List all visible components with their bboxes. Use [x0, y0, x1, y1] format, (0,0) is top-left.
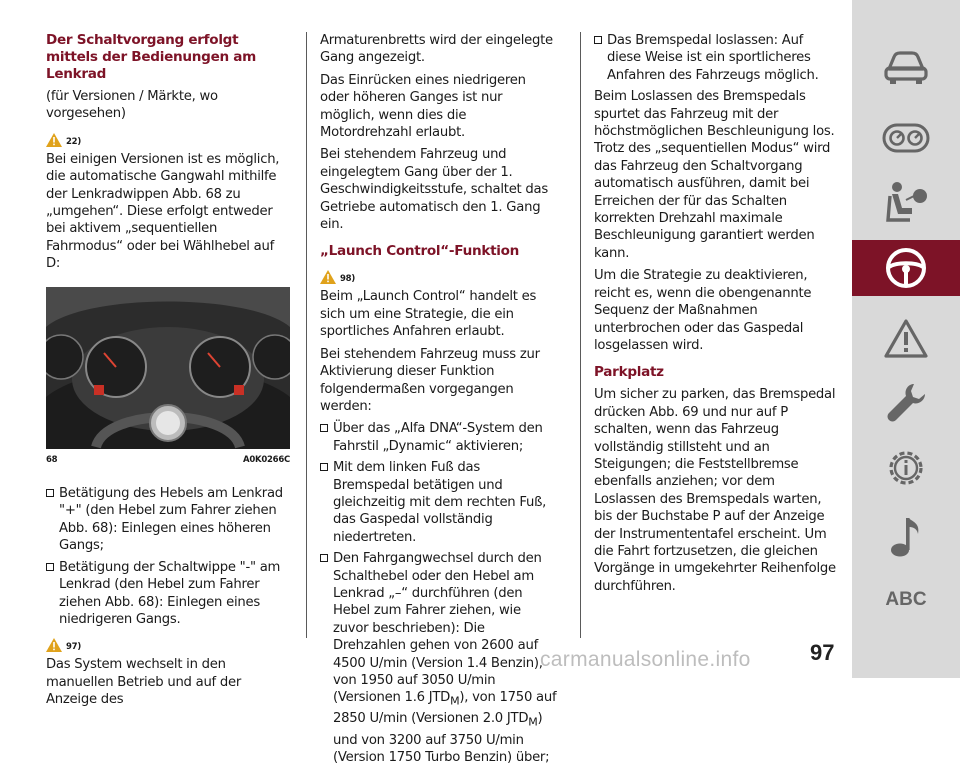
airbag-seat-icon[interactable] [852, 174, 960, 230]
paragraph-manual-mode: Das System wechselt in den manuellen Betrieb und auf der Anzeige des [46, 657, 242, 708]
section-heading-shift-paddles: Der Schaltvorgang erfolgt mittels der Bedienungen am Lenkrad [46, 32, 257, 82]
figure-code: A0K0266C [243, 454, 290, 465]
figure-68-instrument-cluster [46, 287, 290, 449]
paragraph-auto-first-gear: Bei stehendem Fahrzeug und eingelegtem Gang über der 1. Geschwindigkeitsstufe, schaltet das Getriebe automatisch den 1. Gang ein. [320, 147, 548, 233]
paragraph-paddles: Bei einigen Versionen ist es möglich, die automatische Gangwahl mithilfe der Lenkradwippen Abb. 68 zu „umgehen“. Diese erfolgt entweder bei aktivem „sequentiellen Fahrmodus“ oder bei Wählhebel auf D: [46, 151, 280, 272]
music-note-icon[interactable] [852, 508, 960, 564]
column-right [594, 32, 840, 600]
column-middle [320, 32, 558, 770]
warning-icon [46, 133, 62, 147]
paragraph-gear-displayed: Armaturenbretts wird der eingelegte Gang angezeigt. [320, 33, 553, 66]
paragraph-launch-activation: Bei stehendem Fahrzeug muss zur Aktivierung dieser Funktion folgendermaßen vorgegangen werden: [320, 346, 540, 414]
warning-triangle-icon[interactable] [852, 310, 960, 366]
gear-info-icon[interactable] [852, 440, 960, 496]
section-heading-parking: Parkplatz [594, 364, 664, 381]
bullet-upshift: Betätigung des Hebels am Lenkrad "+" (den Hebel zum Fahrer ziehen Abb. 68): Einlegen eines höheren Gangs; [46, 485, 290, 555]
column-divider [306, 32, 307, 638]
chapter-sidebar [852, 0, 960, 678]
paragraph-engine-speed: Das Einrücken eines niedrigeren oder höheren Ganges ist nur möglich, wenn dies die Motordrehzahl erlaubt. [320, 72, 526, 141]
warning-icon [46, 638, 62, 652]
paragraph-launch-intro: Beim „Launch Control“ handelt es sich um eine Strategie, die ein sportliches Anfahren erlaubt. [320, 289, 537, 340]
car-icon[interactable] [852, 40, 960, 96]
paragraph-acceleration: Beim Loslassen des Bremspedals spurtet das Fahrzeug mit der höchstmöglichen Beschleunigung los. Trotz des „sequentiellen Modus“ wird das Fahrzeug den Schaltvorgang automatisch ausführen, damit bei Erreichen der für das Schalten korrekten Drehzahl maximale Beschleunigung garantiert werden kann. [594, 89, 835, 261]
bullet-rpm: Den Fahrgangwechsel durch den Schalthebel oder den Hebel am Lenkrad „–“ durchführen (den Hebel zum Fahrer ziehen, wie zuvor beschrieben): Die Drehzahlen gehen von 2600 auf 4500 U/min (Version 1.4 Benzin), von 1950 auf 3050 U/min (Versionen 1.6 $JTD_M$), von 1750 auf 2850 U/min (Versionen 2.0 $JTD_M$) und von 3200 auf 3750 U/min (Version 1750 Turbo Benzin) über; [320, 550, 558, 766]
bullet-downshift: Betätigung der Schaltwippe "-" am Lenkrad (den Hebel zum Fahrer ziehen Abb. 68): Einlegen eines niedrigeren Gangs. [46, 559, 290, 629]
dashboard-icon[interactable] [852, 110, 960, 166]
bullet-alfa-dna: Über das „Alfa DNA“-System den Fahrstil „Dynamic“ aktivieren; [320, 420, 558, 455]
column-divider [580, 32, 581, 638]
bullet-release-brake: Das Bremspedal loslassen: Auf diese Weise ist ein sportlicheres Anfahren des Fahrzeugs möglich. [594, 32, 840, 84]
paragraph-parking: Um sicher zu parken, das Bremspedal drücken Abb. 69 und nur auf P schalten, wenn das Fahrzeug vollständig stillsteht und an Steigungen; die Feststellbremse ebenfalls anziehen; vor dem Loslassen des Bremspedals warten, bis der Buchstabe P auf der Anzeige der Instrumententafel erscheint. Um die Fahrt fortzusetzen, die gleichen Vorgänge in umgekehrter Reihenfolge durchführen. [594, 387, 836, 594]
warning-ref-22: 22) [46, 129, 290, 147]
versions-note: (für Versionen / Märkte, wo vorgesehen) [46, 89, 218, 122]
figure-caption [46, 452, 290, 469]
index-abc-button[interactable]: ABC [885, 589, 927, 610]
page-number: 97 [810, 640, 835, 665]
paragraph-deactivate: Um die Strategie zu deaktivieren, reicht es, wenn die obengenannte Sequenz der Maßnahmen unterbrochen oder das Gaspedal losgelassen wird. [594, 268, 812, 353]
warning-ref-97: 97) [46, 634, 290, 652]
warning-ref-98: 98) [320, 266, 558, 284]
figure-number: 68 [46, 454, 58, 465]
section-heading-launch-control: „Launch Control“-Funktion [320, 243, 520, 260]
bullet-pedals: Mit dem linken Fuß das Bremspedal betätigen und gleichzeitig mit dem rechten Fuß, das Gaspedal vollständig niedertreten. [320, 459, 558, 546]
warning-icon [320, 270, 336, 284]
wrench-icon[interactable] [852, 374, 960, 430]
steering-wheel-icon[interactable] [852, 240, 960, 296]
watermark: carmanualsonline.info [540, 648, 751, 671]
column-left [46, 32, 290, 714]
